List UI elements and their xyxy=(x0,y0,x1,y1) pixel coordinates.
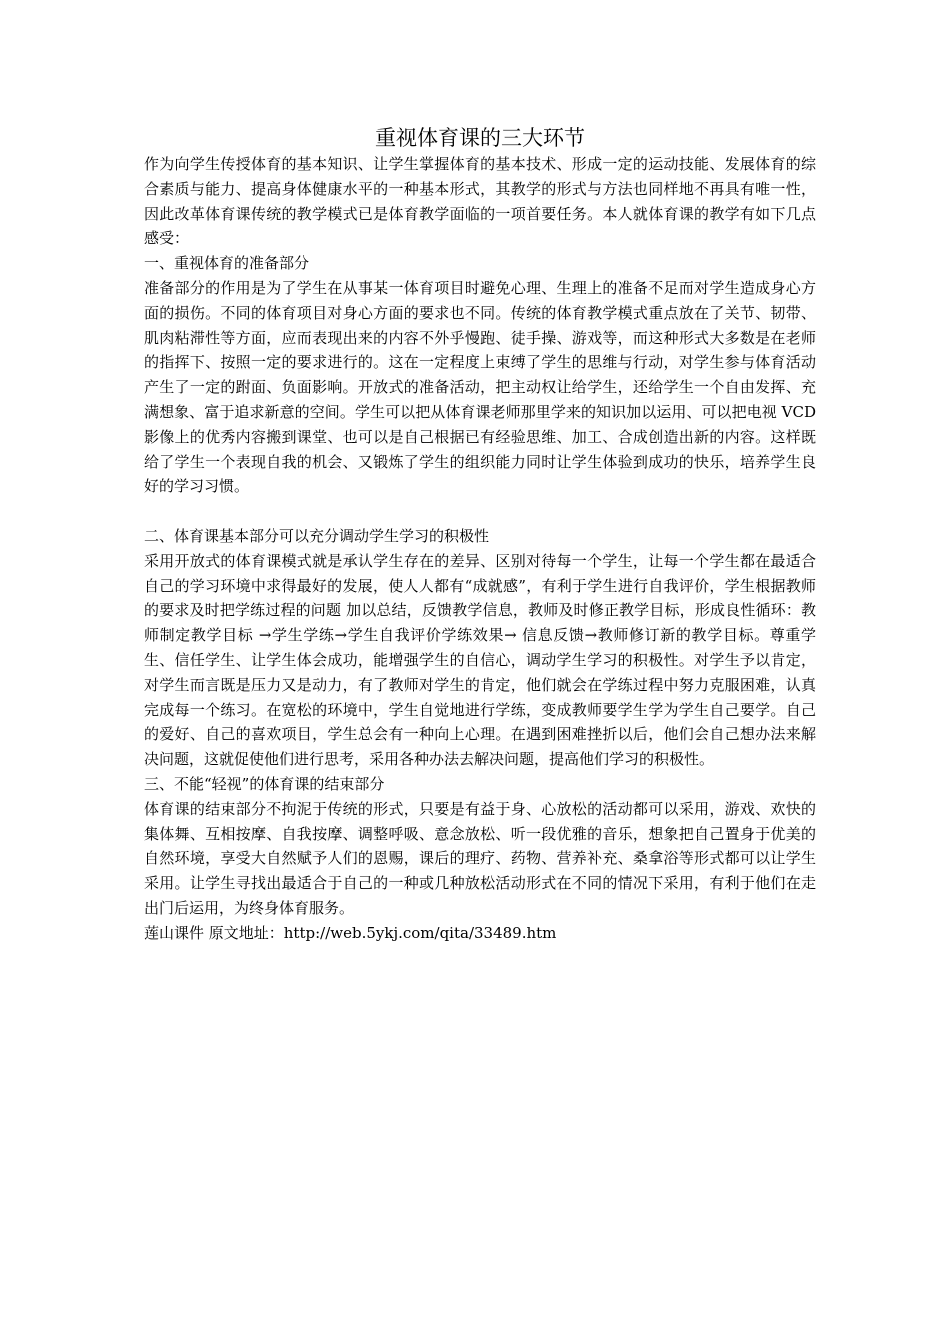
section-2-body: 采用开放式的体育课模式就是承认学生存在的差异、区别对待每一个学生，让每一个学生都在最适合自己的学习环境中求得最好的发展，使人人都有“成就感”，有利于学生进行自我评价，学生根据教师的要求及时把学练过程的问题 加以总结，反馈教学信息，教师及时修正教学目标，形成良性循环：教师制定教学目标 →学生学练→学生自我评价学练效果→ 信息反馈→教师修订新的教学目标。尊重学生、信任学生、让学生体会成功，能增强学生的自信心，调动学生学习的积极性。对学生予以肯定，对学生而言既是压力又是动力，有了教师对学生的肯定，他们就会在学练过程中努力克服困难，认真完成每一个练习。在宽松的环境中，学生自觉地进行学练，变成教师要学生学为学生自己要学。自己的爱好、自己的喜欢项目，学生总会有一种向上心理。在遇到困难挫折以后，他们会自己想办法来解决问题，这就促使他们进行思考，采用各种办法去解决问题，提高他们学习的积极性。 xyxy=(144,551,816,769)
section-1-body: 准备部分的作用是为了学生在从事某一体育项目时避免心理、生理上的准备不足而对学生造成身心方面的损伤。不同的体育项目对身心方面的要求也不同。传统的体育教学模式重点放在了关节、韧带、肌肉粘滞性等方面，应而表现出来的内容不外乎慢跑、徒手操、游戏等，而这种形式大多数是在老师的指挥下、按照一定的要求进行的。这在一定程度上束缚了学生的思维与行动，对学生参与体育活动产生了一定的跗面、负面影响。开放式的准备活动，把主动权让给学生，还给学生一个自由发挥、充满想象、富于追求新意的空间。学生可以把从体育课老师那里学来的知识加以运用、可以把电视 VCD 影像上的优秀内容搬到课堂、也可以是自己根据已有经验思维、加工、合成创造出新的内容。这样既给了学生一个表现自我的机会、又锻炼了学生的组织能力同时让学生体验到成功的快乐，培养学生良好的学习习惯。 xyxy=(144,278,816,496)
document-title: 重视体育课的三大环节 xyxy=(375,126,585,150)
source-footer: 莲山课件 原文地址：http://web.5ykj.com/qita/33489.htm xyxy=(144,923,557,942)
section-3-body: 体育课的结束部分不拘泥于传统的形式，只要是有益于身、心放松的活动都可以采用，游戏、欢快的集体舞、互相按摩、自我按摩、调整呼吸、意念放松、听一段优雅的音乐，想象把自己置身于优美的自然环境，享受大自然赋予人们的恩赐，课后的理疗、药物、营养补充、桑拿浴等形式都可以让学生采用。让学生寻找出最适合于自己的一种或几种放松活动形式在不同的情况下采用，有利于他们在走出门后运用，为终身体育服务。 xyxy=(144,799,816,917)
intro-paragraph: 作为向学生传授体育的基本知识、让学生掌握体育的基本技术、形成一定的运动技能、发展体育的综合素质与能力、提高身体健康水平的一种基本形式，其教学的形式与方法也同样地不再具有唯一性，因此改革体育课传统的教学模式已是体育教学面临的一项首要任务。本人就体育课的教学有如下几点感受： xyxy=(144,155,816,248)
section-1-heading: 一、重视体育的准备部分 xyxy=(144,254,310,273)
blank-line xyxy=(144,499,816,524)
section-2-heading: 二、体育课基本部分可以充分调动学生学习的积极性 xyxy=(144,526,490,545)
document-page xyxy=(144,124,816,946)
section-3-heading: 三、不能“轻视”的体育课的结束部分 xyxy=(144,774,385,793)
